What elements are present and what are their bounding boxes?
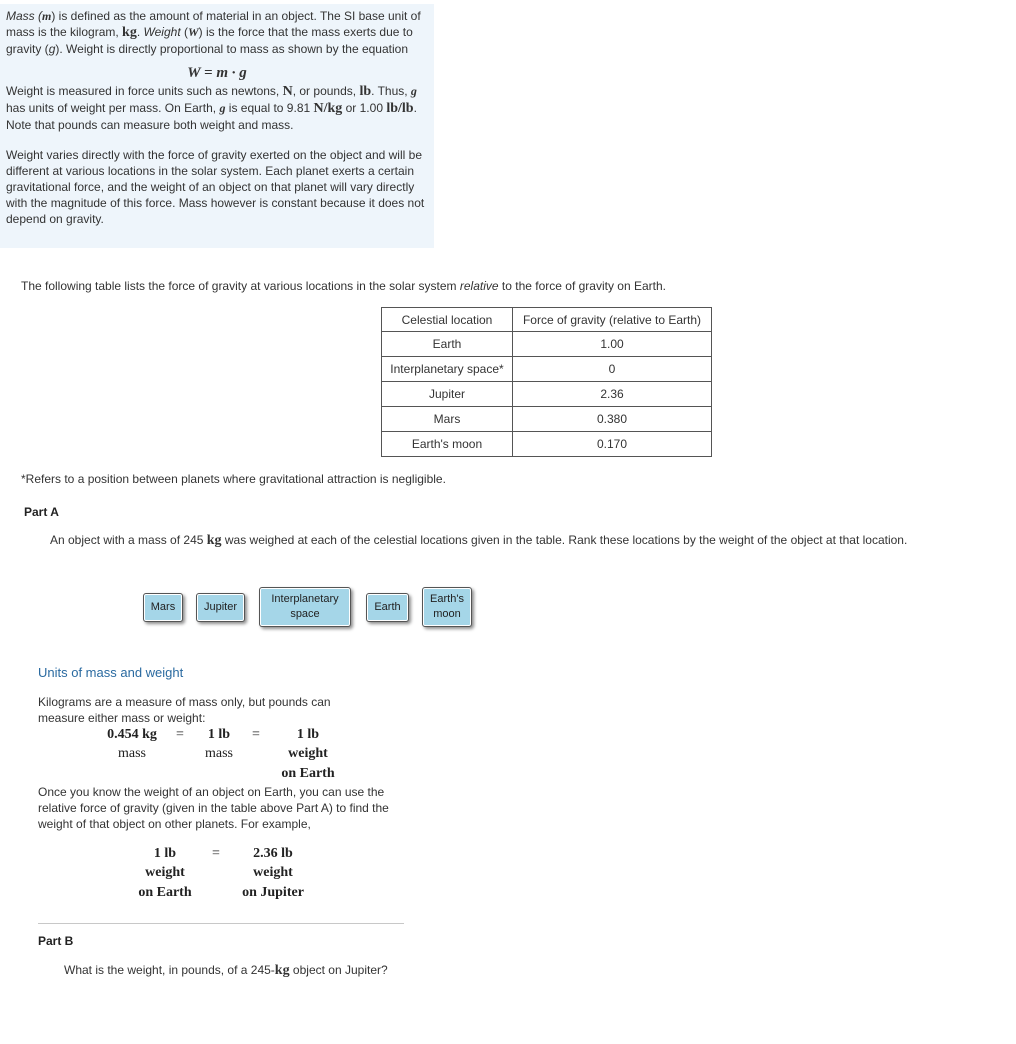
- table-cell: Interplanetary space*: [382, 357, 513, 382]
- rank-tile-earth[interactable]: Earth: [366, 593, 409, 622]
- table-row: [382, 382, 712, 407]
- hint-title[interactable]: Units of mass and weight: [38, 665, 184, 680]
- mass-definition-paragraph: Mass (m) is defined as the amount of material in an object. The SI base unit of mass is the kilogram, kg. Weight (W) is the force that the mass exerts due to gravity (g). Weight is directly proportional to mass as shown by the equation: [6, 9, 421, 56]
- table-cell: 2.36: [513, 382, 712, 407]
- table-header-row: [382, 308, 712, 332]
- part-a-question: An object with a mass of 245 kg was weighed at each of the celestial locations given in the table. Rank these locations by the weight of the object at that location.: [50, 533, 908, 548]
- table-cell: 1.00: [513, 332, 712, 357]
- table-cell: 0.170: [513, 432, 712, 457]
- intro-info-box: [0, 4, 434, 248]
- weight-units-paragraph: Weight is measured in force units such as newtons, N, or pounds, lb. Thus, g has units of weight per mass. On Earth, g is equal to 9.81 N/kg or 1.00 lb/lb. Note that pounds can measure both weight and mass.: [6, 84, 417, 132]
- part-a-label: Part A: [24, 505, 59, 519]
- weight-equation: W = m · g: [187, 65, 247, 81]
- table-cell: Mars: [382, 407, 513, 432]
- rank-tile-earths-moon[interactable]: Earth's moon: [422, 587, 472, 627]
- rank-tile-mars[interactable]: Mars: [143, 593, 183, 622]
- section-divider: [38, 923, 404, 924]
- table-header: Celestial location: [382, 308, 513, 332]
- table-cell: Jupiter: [382, 382, 513, 407]
- rank-tile-interplanetary-space[interactable]: Interplanetary space: [259, 587, 351, 627]
- hint-paragraph-2: Once you know the weight of an object on Earth, you can use the relative force of gravity (given in the table above Part A) to find the weight of that object on other planets. For example,: [38, 785, 389, 831]
- part-b-label: Part B: [38, 934, 74, 948]
- gravity-table: [381, 307, 712, 457]
- table-header: Force of gravity (relative to Earth): [513, 308, 712, 332]
- table-cell: Earth's moon: [382, 432, 513, 457]
- table-cell: Earth: [382, 332, 513, 357]
- table-cell: 0.380: [513, 407, 712, 432]
- table-footnote: *Refers to a position between planets where gravitational attraction is negligible.: [21, 472, 446, 486]
- rank-tile-jupiter[interactable]: Jupiter: [196, 593, 245, 622]
- table-row: [382, 432, 712, 457]
- weight-variation-paragraph: Weight varies directly with the force of gravity exerted on the object and will be different at various locations in the solar system. Each planet exerts a certain gravitational force, and the weight of an object on that planet will vary directly with the magnitude of this force. Mass however is constant because it does not depend on gravity.: [6, 148, 425, 226]
- table-row: [382, 332, 712, 357]
- part-b-question: What is the weight, in pounds, of a 245-kg object on Jupiter?: [64, 963, 388, 978]
- hint-paragraph-1: Kilograms are a measure of mass only, but pounds can measure either mass or weight:: [38, 695, 331, 725]
- table-row: [382, 357, 712, 382]
- table-row: [382, 407, 712, 432]
- table-cell: 0: [513, 357, 712, 382]
- table-intro: The following table lists the force of gravity at various locations in the solar system relative to the force of gravity on Earth.: [21, 279, 666, 293]
